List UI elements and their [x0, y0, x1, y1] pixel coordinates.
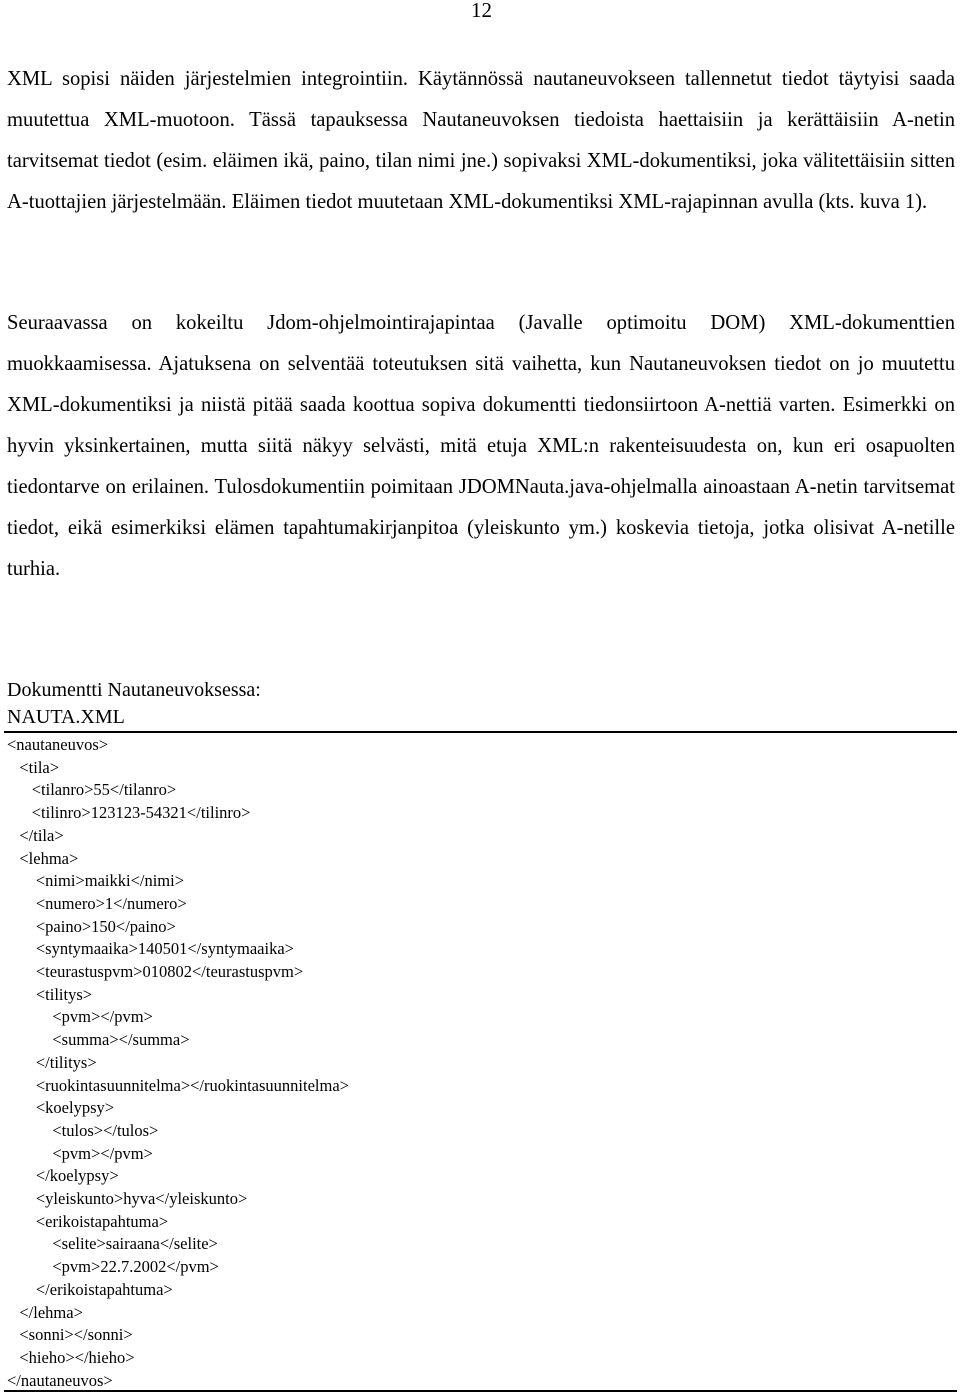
xml-line: <teurastuspvm>010802</teurastuspvm> [7, 962, 304, 982]
xml-line: <tilitys> [7, 984, 93, 1004]
document-filename: NAUTA.XML [7, 706, 125, 728]
xml-line: <tulos></tulos> [7, 1120, 159, 1140]
xml-line: <sonni></sonni> [7, 1325, 133, 1345]
xml-line: </erikoistapahtuma> [7, 1279, 173, 1299]
xml-line: <lehma> [7, 848, 79, 868]
xml-line: <syntymaaika>140501</syntymaaika> [7, 939, 294, 959]
xml-line: </tilitys> [7, 1052, 97, 1072]
xml-line: <summa></summa> [7, 1030, 190, 1050]
xml-line: <ruokintasuunnitelma></ruokintasuunnitelma> [7, 1075, 349, 1095]
body-paragraph-1: XML sopisi näiden järjestelmien integrointiin. Käytännössä nautaneuvokseen tallennetut tiedot täytyisi saada muutettua XML-muotoon. Tässä tapauksessa Nautaneuvoksen tiedoista haettaisiin ja kerättäisiin A-netin tarvitsemat tiedot (esim. eläimen ikä, paino, tilan nimi jne.) sopivaksi XML-dokumentiksi, joka välitettäisiin sitten A-tuottajien järjestelmään. Eläimen tiedot muutetaan XML-dokumentiksi XML-rajapinnan avulla (kts. kuva 1). [7, 68, 955, 213]
body-paragraph-2: Seuraavassa on kokeiltu Jdom-ohjelmointirajapintaa (Javalle optimoitu DOM) XML-dokumenttien muokkaamisessa. Ajatuksena on selventää toteutuksen sitä vaihetta, kun Nautaneuvoksen tiedot on jo muutettu XML-dokumentiksi ja niistä pitää saada koottua sopiva dokumentti tiedonsiirtoon A-nettiä varten. Esimerkki on hyvin yksinkertainen, mutta siitä näkyy selvästi, mitä etuja XML:n rakenteisuudesta on, kun eri osapuolten tiedontarve on erilainen. Tulosdokumentiin poimitaan JDOMNauta.java-ohjelmalla ainoastaan A-netin tarvitsemat tiedot, eikä esimerkiksi elämen tapahtumakirjanpitoa (yleiskunto ym.) koskevia tietoja, jotka olisivat A-netille turhia. [7, 312, 955, 580]
xml-line: <paino>150</paino> [7, 916, 176, 936]
xml-line: </lehma> [7, 1302, 83, 1322]
xml-line: <tilanro>55</tilanro> [7, 780, 177, 800]
xml-line: <numero>1</numero> [7, 893, 187, 913]
xml-line: <erikoistapahtuma> [7, 1211, 169, 1231]
xml-line: </nautaneuvos> [7, 1370, 113, 1390]
xml-line: <tilinro>123123-54321</tilinro> [7, 803, 251, 823]
xml-line: <koelypsy> [7, 1098, 115, 1118]
top-rule [4, 731, 957, 733]
xml-line: </koelypsy> [7, 1166, 119, 1186]
bottom-rule [4, 1390, 957, 1392]
xml-line: <nautaneuvos> [7, 735, 109, 754]
page-number: 12 [471, 0, 492, 22]
xml-line: <selite>sairaana</selite> [7, 1234, 218, 1254]
xml-line: <nimi>maikki</nimi> [7, 871, 185, 891]
document-heading: Dokumentti Nautaneuvoksessa: [7, 679, 261, 701]
xml-line: <pvm></pvm> [7, 1143, 153, 1163]
xml-line: <yleiskunto>hyva</yleiskunto> [7, 1189, 248, 1209]
xml-line: </tila> [7, 825, 64, 845]
xml-listing [7, 734, 349, 1392]
xml-line: <pvm></pvm> [7, 1007, 153, 1027]
xml-line: <tila> [7, 757, 60, 777]
xml-line: <hieho></hieho> [7, 1347, 135, 1367]
xml-line: <pvm>22.7.2002</pvm> [7, 1257, 219, 1277]
